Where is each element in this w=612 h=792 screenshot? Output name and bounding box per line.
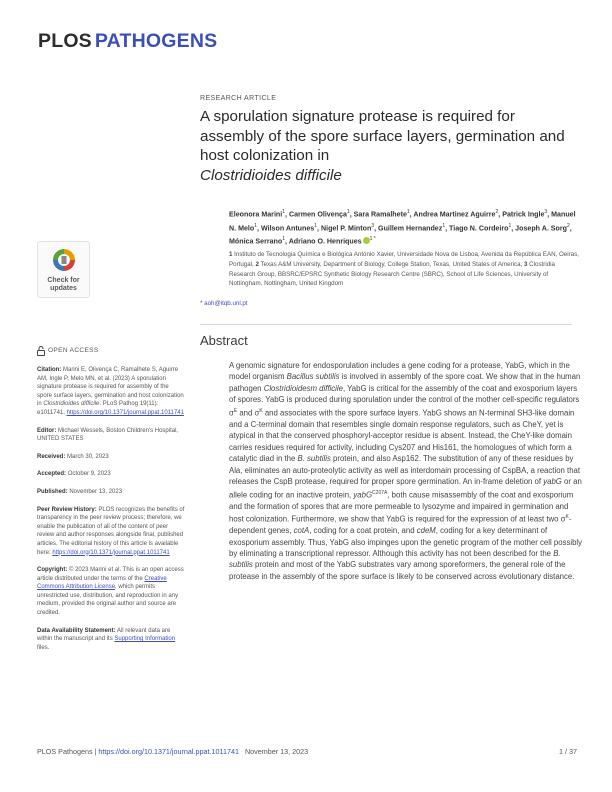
citation-text: Marini E, Olivença C, Ramalhete S, Aguirre AM, Ingle P, Melo MN, et al. (2023) A sporulation signature protease is required for assembly of the spore surface layers, germination and host colonization in — [37, 367, 184, 408]
abstract-text-segment: , both cause misassembly of the coat and exosporium and the formation of spores that are more permeable to lysozyme and impaired in germination and host colonization. Furthermore, we show that YabG is required for the expression of at least two σ — [229, 490, 574, 524]
author-name: Adriano O. Henriques — [288, 237, 362, 246]
author-affiliation-mark: 3 — [544, 209, 548, 215]
abstract-text-segment: -dependent genes, — [229, 514, 572, 536]
journal-name: PATHOGENS — [94, 30, 218, 52]
author-separator: , — [285, 237, 289, 246]
open-lock-icon — [37, 346, 45, 356]
abstract-text-segment: yabG — [353, 490, 373, 500]
data-availability-text-1: All relevant data are within the manuscript and its — [37, 627, 171, 643]
published-label: Published: — [37, 488, 68, 495]
license-link[interactable]: Creative Commons Attribution License — [37, 575, 167, 591]
author-name: Wilson Antunes — [260, 223, 315, 232]
abstract-heading: Abstract — [200, 333, 248, 348]
citation-journal: . PLoS Pathog 19(11): e1011741. — [37, 401, 159, 416]
citation-species: Clostridioides difficile — [43, 401, 100, 408]
footer-journal: PLOS Pathogens | — [37, 747, 97, 756]
abstract-text-segment: , coding for a key determinant of exosporium assembly. Thus, YabG also impinges upon the genetic program of the mother cell possibly by eliminating a transcriptional repressor. Although this activity has not been described for the — [229, 526, 583, 559]
author-affiliation-mark: 1 — [314, 222, 318, 229]
footer-date: November 13, 2023 — [244, 747, 309, 756]
abstract-text-segment: cotA — [293, 526, 310, 536]
abstract-text-segment: E — [233, 407, 238, 414]
check-badge-line1: Check for — [47, 277, 80, 284]
author-affiliation-mark: 1 — [282, 236, 285, 243]
abstract-text-segment: and σ — [237, 408, 260, 418]
article-title — [200, 107, 572, 185]
email-prefix: * — [200, 300, 205, 307]
editor-label: Editor: — [37, 427, 57, 434]
abstract-text-segment: B. subtilis — [297, 454, 331, 464]
abstract-text-segment: or an allele coding for an inactive protein, — [229, 477, 582, 500]
email-link[interactable]: aoh@itqb.unl.pt — [204, 300, 248, 307]
author-separator: , — [349, 210, 354, 219]
affiliation-text: Instituto de Tecnologia Química e Biológica António Xavier, Universidade Nova de Lisboa, Avenida da República EAN, Oeiras, Portugal, — [229, 251, 579, 268]
abstract-text-segment: , YabG is critical for the assembly of the coat and exosporium layers of spores. YabG is produced during sporulation under the control of the mother cell-specific regulators σ — [229, 383, 580, 418]
author-name: Sara Ramalhete — [353, 210, 407, 219]
author-separator: , — [409, 210, 414, 219]
author-name: Manuel N. Melo — [229, 210, 576, 232]
accepted-label: Accepted: — [37, 471, 67, 478]
citation-block — [37, 366, 185, 418]
received-block — [37, 453, 185, 462]
footer-doi-link[interactable]: https://doi.org/10.1371/journal.ppat.1011741 — [98, 747, 239, 756]
published-block — [37, 488, 185, 497]
abstract-text-segment: K — [565, 514, 569, 521]
author-separator: , — [374, 223, 379, 232]
published-date: November 13, 2023 — [69, 488, 123, 495]
author-separator: , — [445, 223, 450, 232]
affiliation-number: 3 — [523, 260, 528, 268]
abstract-text-segment: K — [259, 407, 263, 414]
affiliation-number: 2 — [255, 260, 259, 268]
abstract-text-segment: B. subtilis — [229, 549, 561, 570]
author-list — [229, 207, 579, 248]
check-badge-line2: updates — [50, 285, 77, 292]
data-availability-text-2: files. — [37, 644, 50, 651]
author-name: Guillem Hernandez — [378, 223, 443, 232]
article-sidebar — [37, 346, 185, 661]
title-main: A sporulation signature protease is required for assembly of the spore surface layers, germination and host colonization in — [200, 108, 565, 164]
affiliation-text: Texas A&M University, Department of Biology, College Station, Texas, United States of America, — [258, 260, 524, 268]
peer-review-label: Peer Review History: — [37, 506, 97, 513]
page-footer — [37, 747, 577, 756]
author-name: Carmen Olivença — [288, 210, 347, 219]
received-date: March 30, 2023 — [67, 453, 109, 460]
divider — [200, 324, 572, 325]
abstract-text-segment: A genomic signature for endosporulation includes a gene coding for a protease, YabG, which in the model organism — [229, 361, 570, 382]
editor-text: Michael Wessels, Boston Children's Hospital, UNITED STATES — [37, 427, 179, 443]
abstract-text-segment: C207A — [372, 489, 388, 496]
author-separator: , — [498, 210, 503, 219]
citation-doi-link[interactable]: https://doi.org/10.1371/journal.ppat.1011741 — [66, 409, 184, 416]
abstract-text-segment: Clostridioidesm difficile — [263, 383, 343, 393]
author-name: Andrea Martinez Aguirre — [413, 210, 496, 219]
title-species: Clostridioides difficile — [200, 166, 342, 184]
author-affiliation-mark: 1 — [282, 209, 285, 215]
abstract-text-segment: protein, and also Asp162. The substitution of any of these residues by Ala, eliminates an auto-proteolytic activity as well as interdomain processing of CspBA, a reaction that releases the CspB protease, required for proper spore germination. An in-frame deletion of — [229, 454, 581, 487]
accepted-date: October 9, 2023 — [67, 471, 111, 478]
abstract-text-segment: protein and most of the YabG substrates vary among sporeformers, the general role of the protease in the assembly of the spore surface is likely to be conserved across evolutionary distance. — [229, 560, 575, 581]
abstract-text-segment: Bacillus subtilis — [286, 372, 340, 382]
author-affiliation-mark: 1 — [508, 222, 512, 229]
copyright-label: Copyright: — [37, 567, 68, 574]
citation-label: Citation: — [37, 367, 62, 373]
peer-review-block — [37, 506, 185, 558]
supporting-info-link[interactable]: Supporting Information — [114, 636, 176, 643]
orcid-icon[interactable] — [363, 237, 370, 244]
author-name: Eleonora Marini — [229, 210, 283, 219]
author-affiliation-mark: 1 — [346, 209, 350, 215]
data-availability-block — [37, 627, 185, 653]
author-name: Joseph A. Sorg — [515, 223, 567, 232]
author-separator: , — [317, 223, 321, 232]
affiliation-text: Clostridia Research Group, BBSRC/EPSRC Synthetic Biology Research Centre (SBRC), School of Life Sciences, University of Nottingham, Nottingham, United Kingdom — [229, 260, 555, 288]
received-label: Received: — [37, 453, 66, 460]
affiliation-number: 1 — [229, 251, 233, 258]
copyright-text-2: , which permits unrestricted use, distribution, and reproduction in any medium, provided the original author and source are credited. — [37, 584, 179, 617]
journal-brand: PLOS — [38, 30, 92, 52]
author-separator: , — [511, 223, 516, 232]
author-affiliation-mark: 3 — [371, 222, 375, 229]
author-separator: , — [569, 223, 572, 232]
author-name: Mónica Serrano — [229, 237, 283, 246]
editor-block — [37, 427, 185, 444]
copyright-block — [37, 566, 185, 618]
abstract-text-segment: is involved in assembly of the spore coat. We show that in the human pathogen — [229, 372, 581, 393]
author-name: Patrick Ingle — [502, 210, 545, 219]
peer-review-text: PLOS recognizes the benefits of transparency in the peer review process; therefore, we enable the publication of all of the content of peer review and author responses alongside final, published articles. The editorial history of this article is available here: — [37, 506, 185, 556]
abstract-text-segment: and associates with the spore surface layers. YabG shows an N-terminal SH3-like domain and a C-terminal domain that resembles single domain response regulators, such as CheY, yet is atypical in that the conserved phosphoryl-acceptor residue is absent. Instead, the CheY-like domain carries residues required for activity, including Cys207 and His161, the homologues of which form a catalytic diad in the — [229, 408, 575, 464]
abstract-text-segment: cdeM — [416, 526, 436, 536]
accepted-block — [37, 470, 185, 479]
abstract-text-segment: yabG — [543, 477, 562, 487]
corresponding-email — [200, 300, 248, 307]
abstract-text-segment: , coding for a coat protein, and — [309, 526, 417, 536]
author-affiliation-mark: 1 — [406, 209, 410, 215]
open-access-label: OPEN ACCESS — [48, 346, 99, 354]
check-updates-icon — [51, 247, 77, 275]
author-name: Tiago N. Cordeiro — [449, 223, 509, 232]
author-separator: , — [547, 210, 552, 219]
author-separator: , — [257, 223, 261, 232]
peer-review-link[interactable]: https://doi.org/10.1371/journal.ppat.1011741 — [52, 549, 170, 556]
data-availability-label: Data Availability Statement: — [37, 627, 116, 634]
author-affiliation-mark: 1 — [442, 222, 446, 229]
affiliations — [229, 250, 579, 289]
page-number: 1 / 37 — [559, 747, 577, 756]
abstract-body — [229, 360, 584, 582]
author-affiliation-mark: 1 * — [369, 236, 376, 243]
author-name: Nigel P. Minton — [320, 223, 372, 232]
copyright-text-1: © 2023 Marini et al. This is an open access article distributed under the terms of the — [37, 567, 184, 582]
author-affiliation-mark: 2 — [566, 222, 570, 229]
article-type: RESEARCH ARTICLE — [200, 95, 277, 102]
journal-logo — [38, 30, 217, 53]
check-for-updates-button[interactable] — [37, 241, 90, 298]
author-affiliation-mark: 2 — [495, 209, 499, 215]
author-affiliation-mark: 1 — [254, 222, 258, 229]
open-access-badge — [37, 346, 185, 356]
author-separator: , — [285, 210, 289, 219]
